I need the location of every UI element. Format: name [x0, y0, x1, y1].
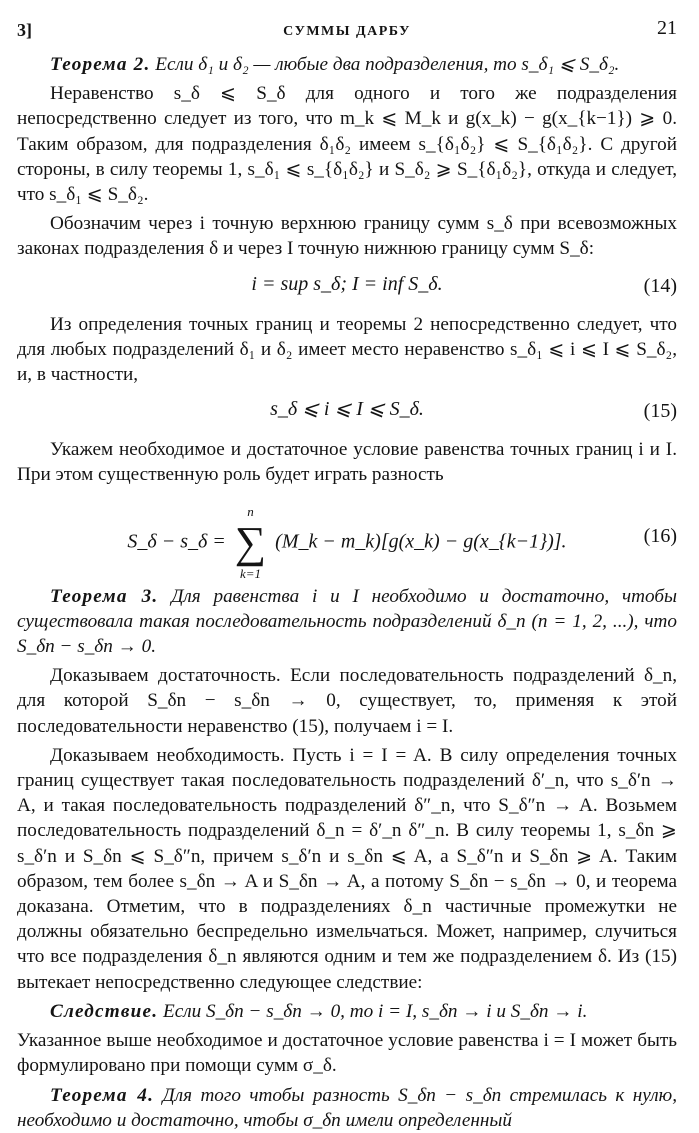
corollary-text: Если S_δn − s_δn → 0, то i = I, s_δn → i и S_δn → i.: [163, 1000, 588, 1022]
theorem-3-text: Для равенства i и I необходимо и достаточно, чтобы существовала такая последовательность подразделений δ_n (n = 1, 2, ...), что S_δn − s_δn → 0.: [17, 585, 677, 658]
equation-14: [17, 266, 677, 306]
equation-15-body: s_δ ⩽ i ⩽ I ⩽ S_δ.: [270, 398, 424, 421]
sum-symbol: ∑: [234, 517, 267, 567]
equation-16: [17, 492, 677, 581]
theorem-2-label: Теорема 2.: [50, 54, 151, 75]
paragraph-6: Доказываем необходимость. Пусть i = I = A. В силу определения точных границ существует такая последовательность подразделений δ′_n, что s_δ′n → A, и такая последовательность подразделений δ″_n, что S_δ″n → A. Возьмем последовательность подразделений δ_n = δ′_n δ″_n. В силу теоремы 1, s_δn ⩾ s_δ′n и S_δn ⩽ S_δ″n, причем s_δ′n и s_δn ⩽ A, а S_δ″n и S_δn ⩾ A. Таким образом, тем более s_δn → A и S_δn → A, а потому S_δn − s_δn → 0, и теорема доказана. Отметим, что в подразделениях δ_n частичные промежутки не должны обязательно беспредельно измельчаться. Может, например, случиться что все подразделения δ_n являются одним и тем же подразделением δ. Из (15) вытекает непосредственно следующее следствие:: [17, 744, 677, 993]
sum-lower-limit: k=1: [239, 565, 261, 581]
paragraph-7: Указанное выше необходимое и достаточное условие равенства i = I может быть формулировано при помощи сумм σ_δ.: [17, 1030, 677, 1077]
equation-16-rhs: (M_k − m_k)[g(x_k) − g(x_{k−1})].: [275, 530, 567, 553]
equation-16-number: (16): [643, 524, 677, 547]
equation-14-body: i = sup s_δ; I = inf S_δ.: [251, 272, 443, 295]
theorem-4-label: Теорема 4.: [50, 1084, 155, 1106]
paragraph-2: Обозначим через i точную верхнюю границу сумм s_δ при всевозможных законах подразделения δ и через I точную нижнюю границу сумм S_δ:: [17, 213, 677, 260]
equation-16-body: [17, 504, 677, 582]
theorem-3-label: Теорема 3.: [50, 585, 159, 607]
paragraph-3: Из определения точных границ и теоремы 2 непосредственно следует, что для любых подразделений δ₁ и δ₂ имеет место неравенство s_δ₁ ⩽ i ⩽ I ⩽ S_δ₂, и, в частности,: [17, 313, 677, 386]
paragraph-4: Укажем необходимое и достаточное условие равенства точных границ i и I. При этом существенную роль будет играть разность: [17, 439, 677, 486]
paragraph-5: Доказываем достаточность. Если последовательность подразделений δ_n, для которой S_δn − s_δn → 0, существует, то, применяя к этой последовательности неравенство (15), получаем i = I.: [17, 665, 677, 737]
page-header: [17, 14, 677, 52]
theorem-3: [17, 584, 677, 660]
equation-15-number: (15): [643, 400, 677, 423]
theorem-4-text: Для того чтобы разность S_δn − s_δn стремилась к нулю, необходимо и достаточно, чтобы σ_δn имели определенный: [17, 1084, 677, 1131]
sum-upper-limit: n: [247, 503, 254, 519]
theorem-4: [17, 1083, 677, 1133]
theorem-2-text: Если δ₁ и δ₂ — любые два подразделения, то s_δ₁ ⩽ S_δ₂.: [155, 54, 620, 75]
equation-16-lhs: S_δ − s_δ =: [127, 530, 226, 553]
corollary-label: Следствие.: [50, 1000, 159, 1022]
paragraph-1: Неравенство s_δ ⩽ S_δ для одного и того же подразделения непосредственно следует из того, что m_k ⩽ M_k и g(x_k) − g(x_{k−1}) ⩾ 0. Таким образом, для подразделения δ₁δ₂ имеем s_{δ₁δ₂} ⩽ S_{δ₁δ₂}. С другой стороны, в силу теоремы 1, s_δ₁ ⩽ s_{δ₁δ₂} и S_δ₂ ⩾ S_{δ₁δ₂}, откуда и следует, что s_δ₁ ⩽ S_δ₂.: [17, 83, 677, 206]
section-number: 3]: [17, 20, 32, 40]
summation: [235, 504, 266, 582]
theorem-2: [17, 52, 677, 77]
equation-14-number: (14): [643, 274, 677, 297]
page-number: 21: [657, 17, 677, 39]
equation-15: [17, 391, 677, 431]
corollary: [17, 999, 677, 1024]
running-title: СУММЫ ДАРБУ: [283, 24, 411, 39]
